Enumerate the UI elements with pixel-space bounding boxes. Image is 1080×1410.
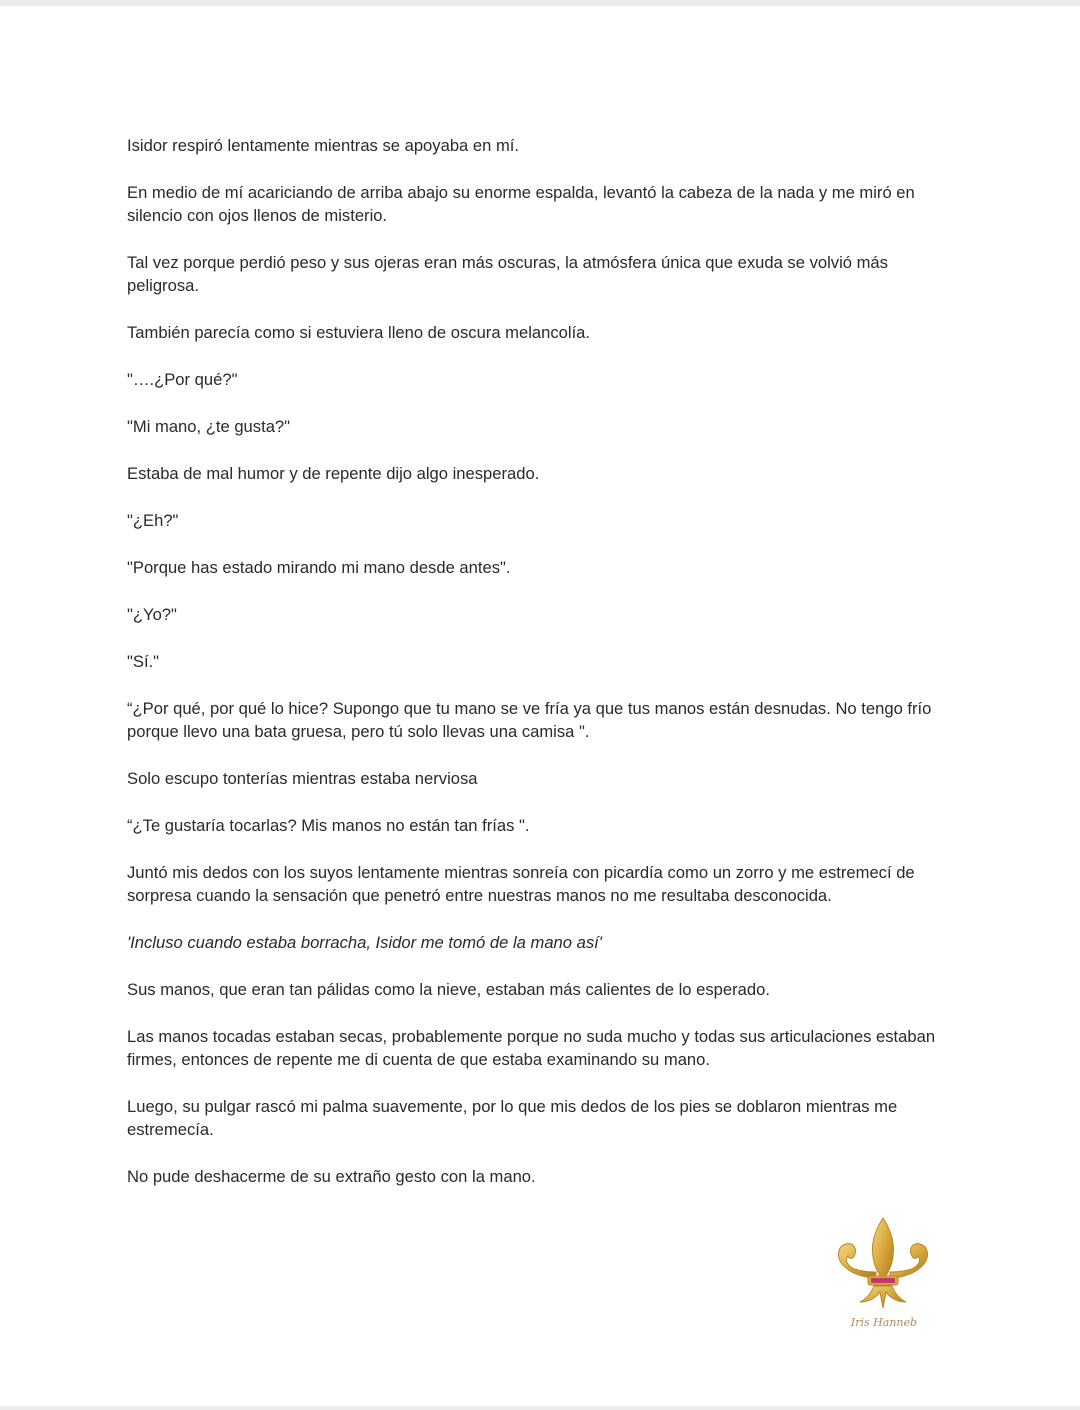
paragraph-19: Luego, su pulgar rascó mi palma suavemente, por lo que mis dedos de los pies se doblaron mientras me estremecía. bbox=[127, 1097, 902, 1139]
paragraph-5: "….¿Por qué?" bbox=[127, 370, 238, 389]
watermark-logo bbox=[830, 1212, 940, 1337]
paragraph-2: En medio de mí acariciando de arriba abajo su enorme espalda, levantó la cabeza de la nada y me miró en silencio con ojos llenos de misterio. bbox=[127, 183, 920, 225]
paragraph-7: Estaba de mal humor y de repente dijo algo inesperado. bbox=[127, 464, 540, 483]
paragraph-14: “¿Te gustaría tocarlas? Mis manos no están tan frías ". bbox=[127, 816, 530, 835]
document-body bbox=[127, 134, 957, 1212]
bottom-border bbox=[0, 1406, 1080, 1410]
paragraph-12: “¿Por qué, por qué lo hice? Supongo que tu mano se ve fría ya que tus manos están desnudas. No tengo frío porque llevo una bata gruesa, pero tú solo llevas una camisa ". bbox=[127, 699, 937, 741]
paragraph-20: No pude deshacerme de su extraño gesto con la mano. bbox=[127, 1167, 536, 1186]
paragraph-10: "¿Yo?" bbox=[127, 605, 177, 624]
signature-text: Iris Hanneb bbox=[850, 1316, 918, 1329]
paragraph-13: Solo escupo tonterías mientras estaba nerviosa bbox=[127, 769, 478, 788]
top-border bbox=[0, 0, 1080, 6]
paragraph-4: También parecía como si estuviera lleno de oscura melancolía. bbox=[127, 323, 591, 342]
paragraph-1: Isidor respiró lentamente mientras se apoyaba en mí. bbox=[127, 136, 519, 155]
paragraph-11: "Sí." bbox=[127, 652, 160, 671]
paragraph-18: Las manos tocadas estaban secas, probablemente porque no suda mucho y todas sus articulaciones estaban firmes, entonces de repente me di cuenta de que estaba examinando su mano. bbox=[127, 1027, 940, 1069]
paragraph-16-italic: 'Incluso cuando estaba borracha, Isidor me tomó de la mano así' bbox=[127, 933, 602, 952]
paragraph-6: "Mi mano, ¿te gusta?" bbox=[127, 417, 291, 436]
paragraph-9: "Porque has estado mirando mi mano desde antes". bbox=[127, 558, 511, 577]
paragraph-8: "¿Eh?" bbox=[127, 511, 179, 530]
paragraph-17: Sus manos, que eran tan pálidas como la nieve, estaban más calientes de lo esperado. bbox=[127, 980, 770, 999]
paragraph-3: Tal vez porque perdió peso y sus ojeras eran más oscuras, la atmósfera única que exuda se volvió más peligrosa. bbox=[127, 253, 893, 295]
paragraph-15: Juntó mis dedos con los suyos lentamente mientras sonreía con picardía como un zorro y me estremecí de sorpresa cuando la sensación que penetró entre nuestras manos no me resultaba desconocida. bbox=[127, 863, 920, 905]
fleur-de-lis-icon bbox=[830, 1212, 940, 1337]
